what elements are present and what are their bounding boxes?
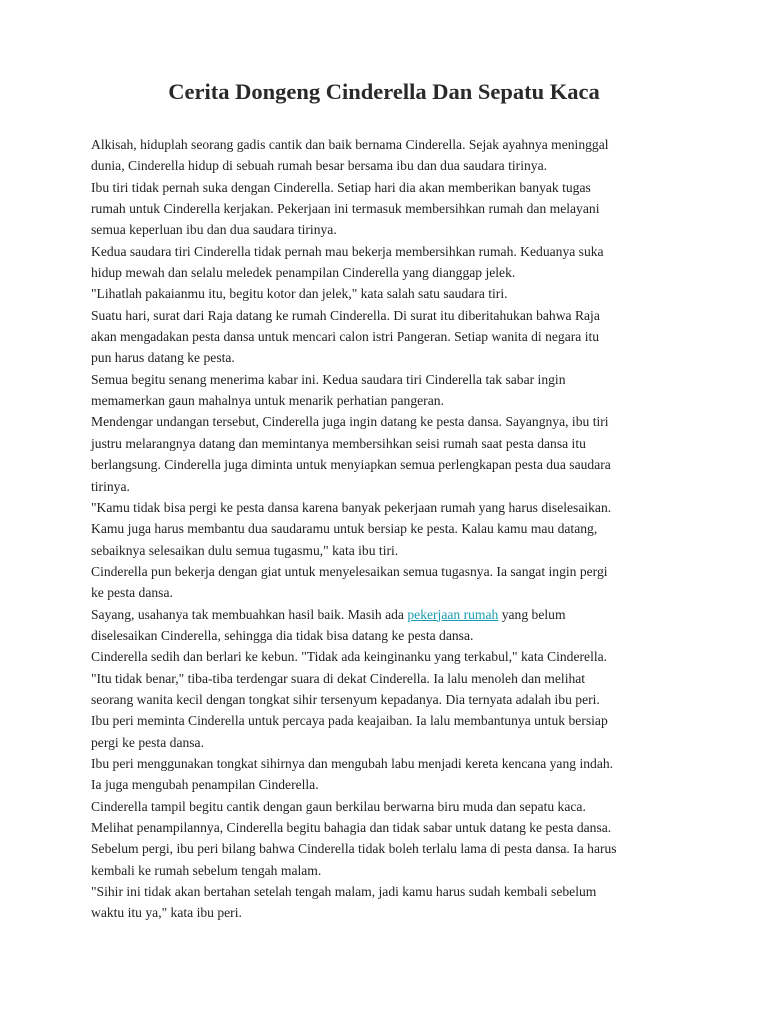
paragraph-line: Semua begitu senang menerima kabar ini. Kedua saudara tiri Cinderella tak sabar ingin xyxy=(91,371,566,387)
story-paragraph xyxy=(91,881,691,924)
story-body xyxy=(91,134,691,924)
paragraph-line: Alkisah, hiduplah seorang gadis cantik dan baik bernama Cinderella. Sejak ayahnya meninggal xyxy=(91,137,609,152)
paragraph-line: seorang wanita kecil dengan tongkat sihir tersenyum kepadanya. Dia ternyata adalah ibu peri. xyxy=(91,691,600,707)
paragraph-line: justru melarangnya datang dan memintanya membersihkan seisi rumah saat pesta dansa itu xyxy=(91,435,586,451)
paragraph-line: memamerkan gaun mahalnya untuk menarik perhatian pangeran. xyxy=(91,393,444,409)
paragraph-line: Cinderella sedih dan berlari ke kebun. "Tidak ada keinginanku yang terkabul," kata Cinderella. xyxy=(91,649,608,665)
paragraph-line: pun harus datang ke pesta. xyxy=(91,350,235,366)
paragraph-line: Melihat penampilannya, Cinderella begitu bahagia dan tidak sabar untuk datang ke pesta dansa. xyxy=(91,820,612,835)
paragraph-line: Ibu peri meminta Cinderella untuk percaya pada keajaiban. Ia lalu membantunya untuk bersiap xyxy=(91,713,608,729)
paragraph-line: Cinderella tampil begitu cantik dengan gaun berkilau berwarna biru muda dan sepatu kaca. xyxy=(91,798,586,814)
line-text: Sayang, usahanya tak membuahkan hasil baik. Masih ada xyxy=(91,606,408,622)
paragraph-line: pergi ke pesta dansa. xyxy=(91,734,204,750)
paragraph-line: Ia juga mengubah penampilan Cinderella. xyxy=(91,777,319,793)
paragraph-line: sebaiknya selesaikan dulu semua tugasmu," kata ibu tiri. xyxy=(91,542,399,558)
paragraph-line: "Kamu tidak bisa pergi ke pesta dansa karena banyak pekerjaan rumah yang harus diselesaikan. xyxy=(91,499,612,515)
paragraph-line: dunia, Cinderella hidup di sebuah rumah besar bersama ibu dan dua saudara tirinya. xyxy=(91,158,548,174)
story-paragraph xyxy=(91,796,691,817)
paragraph-line: waktu itu ya," kata ibu peri. xyxy=(91,905,242,921)
paragraph-line: "Lihatlah pakaianmu itu, begitu kotor dan jelek," kata salah satu saudara tiri. xyxy=(91,286,508,302)
paragraph-line: Ibu peri menggunakan tongkat sihirnya dan mengubah labu menjadi kereta kencana yang indah. xyxy=(91,755,614,771)
story-paragraph xyxy=(91,305,691,369)
paragraph-line: Mendengar undangan tersebut, Cinderella juga ingin datang ke pesta dansa. Sayangnya, ibu tiri xyxy=(91,414,609,430)
story-paragraph xyxy=(91,646,691,667)
paragraph-line: Kamu juga harus membantu dua saudaramu untuk bersiap ke pesta. Kalau kamu mau datang, xyxy=(91,521,598,537)
paragraph-line: rumah untuk Cinderella kerjakan. Pekerjaan ini termasuk membersihkan rumah dan melayani xyxy=(91,201,600,217)
paragraph-line: Sebelum pergi, ibu peri bilang bahwa Cinderella tidak boleh terlalu lama di pesta dansa. Ia harus xyxy=(91,841,617,857)
paragraph-line: Suatu hari, surat dari Raja datang ke rumah Cinderella. Di surat itu diberitahukan bahwa Raja xyxy=(91,307,600,323)
paragraph-line xyxy=(91,604,691,625)
story-paragraph xyxy=(91,177,691,241)
paragraph-line: Cinderella pun bekerja dengan giat untuk menyelesaikan semua tugasnya. Ia sangat ingin pergi xyxy=(91,563,608,579)
line-text: yang belum xyxy=(498,606,566,622)
paragraph-line: "Itu tidak benar," tiba-tiba terdengar suara di dekat Cinderella. Ia lalu menoleh dan melihat xyxy=(91,670,586,686)
paragraph-line: akan mengadakan pesta dansa untuk mencari calon istri Pangeran. Setiap wanita di negara itu xyxy=(91,329,600,345)
pekerjaan-rumah-link[interactable]: pekerjaan rumah xyxy=(407,606,499,622)
paragraph-line: berlangsung. Cinderella juga diminta untuk menyiapkan semua perlengkapan pesta dua saudara xyxy=(91,457,611,473)
paragraph-line: tirinya. xyxy=(91,478,130,494)
document-title: Cerita Dongeng Cinderella Dan Sepatu Kaca xyxy=(168,79,600,104)
story-paragraph xyxy=(91,561,691,604)
story-paragraph xyxy=(91,241,691,284)
paragraph-line: ke pesta dansa. xyxy=(91,585,173,601)
paragraph-line: diselesaikan Cinderella, sehingga dia tidak bisa datang ke pesta dansa. xyxy=(91,627,474,643)
story-paragraph xyxy=(91,411,691,496)
story-paragraph xyxy=(91,668,691,711)
story-paragraph xyxy=(91,369,691,412)
paragraph-line: semua keperluan ibu dan dua saudara tirinya. xyxy=(91,222,337,238)
story-paragraph xyxy=(91,710,691,753)
paragraph-line: "Sihir ini tidak akan bertahan setelah tengah malam, jadi kamu harus sudah kembali sebelum xyxy=(91,884,597,900)
paragraph-line: kembali ke rumah sebelum tengah malam. xyxy=(91,862,322,878)
story-paragraph xyxy=(91,497,691,561)
paragraph-line: Kedua saudara tiri Cinderella tidak pernah mau bekerja membersihkan rumah. Keduanya suka xyxy=(91,243,604,259)
story-paragraph xyxy=(91,283,691,304)
story-paragraph xyxy=(91,838,691,881)
story-paragraph xyxy=(91,604,691,647)
paragraph-line: hidup mewah dan selalu meledek penampilan Cinderella yang dianggap jelek. xyxy=(91,265,516,281)
paragraph-line: Ibu tiri tidak pernah suka dengan Cinderella. Setiap hari dia akan memberikan banyak tugas xyxy=(91,179,591,195)
story-paragraph xyxy=(91,753,691,796)
story-paragraph xyxy=(91,134,691,177)
story-paragraph xyxy=(91,817,691,838)
